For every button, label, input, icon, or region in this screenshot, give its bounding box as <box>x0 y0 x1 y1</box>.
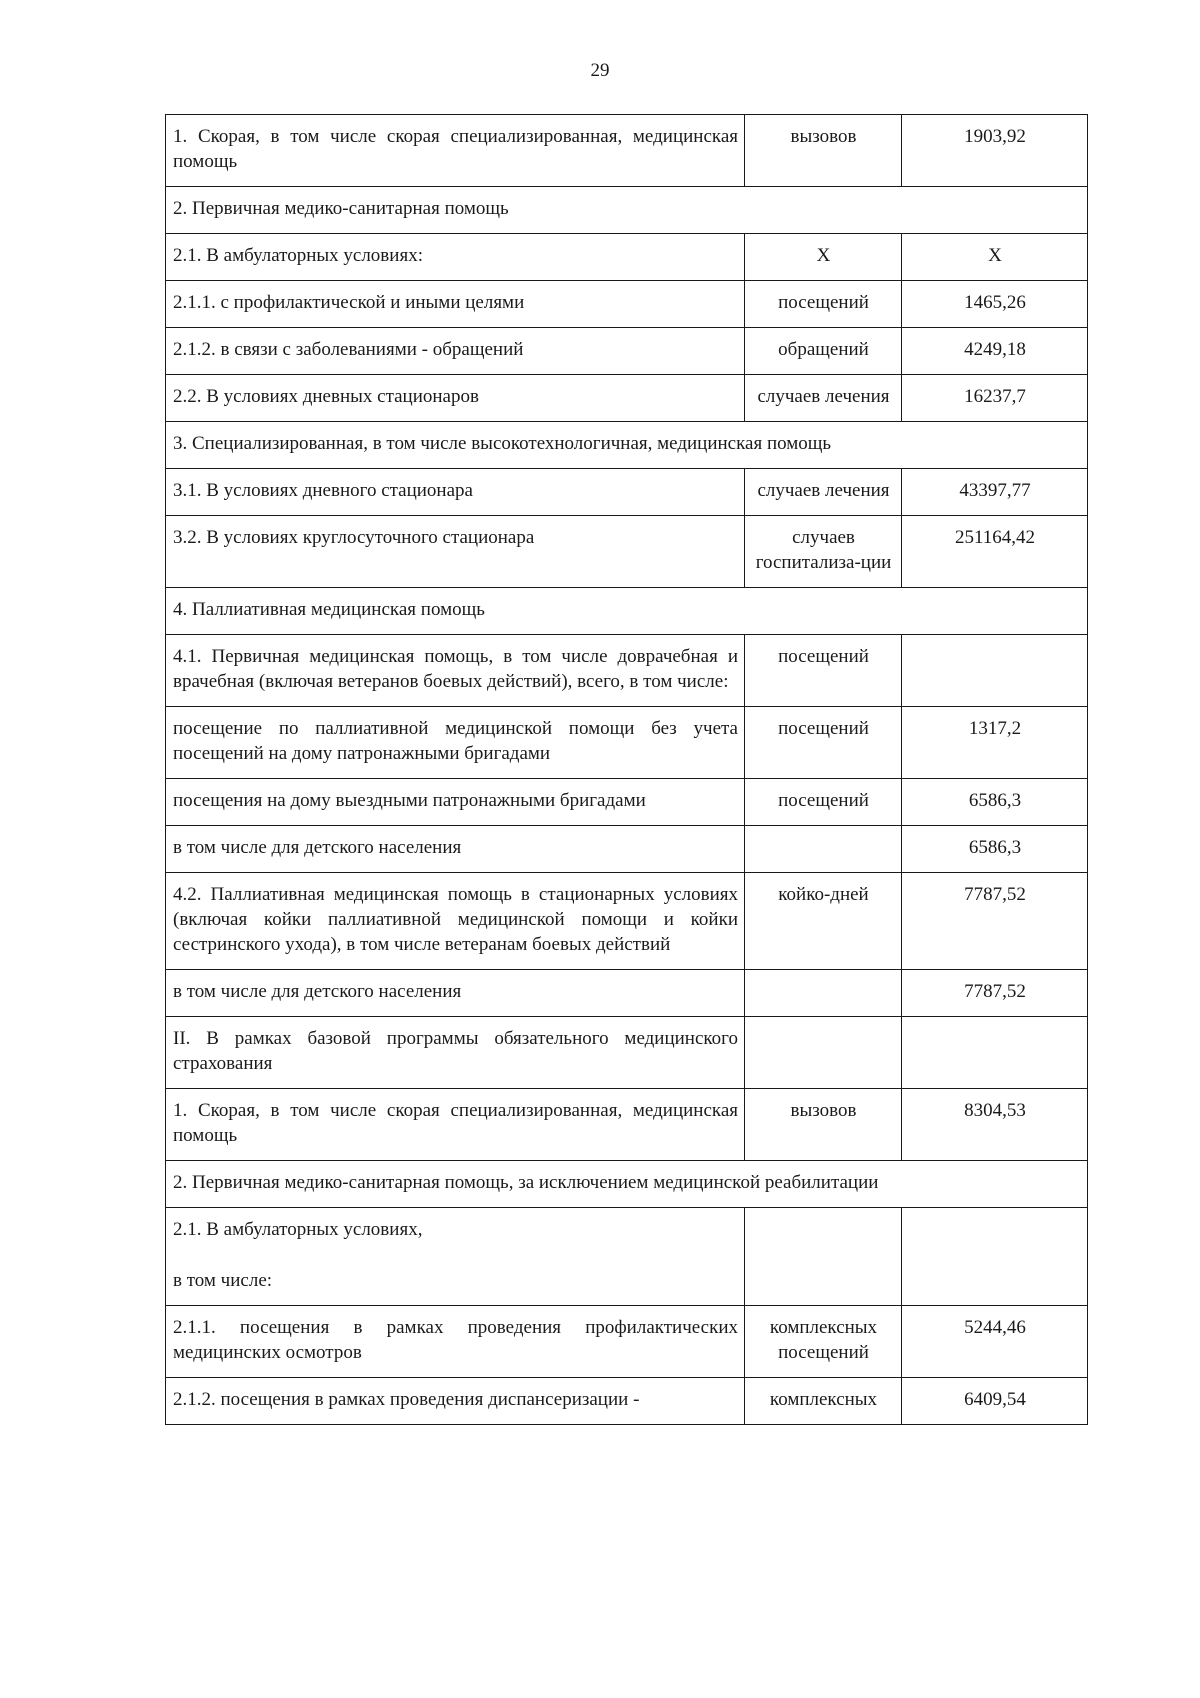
row-unit <box>745 970 902 1017</box>
row-description: 2.2. В условиях дневных стационаров <box>166 375 745 422</box>
row-description: 2.1.2. посещения в рамках проведения диспансеризации - <box>166 1378 745 1425</box>
row-description: 2.1.1. с профилактической и иными целями <box>166 281 745 328</box>
table-row <box>166 1306 1088 1378</box>
row-description: 4.2. Паллиативная медицинская помощь в стационарных условиях (включая койки паллиативной медицинской помощи и койки сестринского ухода), в том числе ветеранам боевых действий <box>166 873 745 970</box>
row-unit: посещений <box>745 635 902 707</box>
row-value <box>902 1208 1088 1306</box>
row-description: 2.1.1. посещения в рамках проведения профилактических медицинских осмотров <box>166 1306 745 1378</box>
section-title: 3. Специализированная, в том числе высокотехнологичная, медицинская помощь <box>166 422 1088 469</box>
row-unit: случаев госпитализа-ции <box>745 516 902 588</box>
row-value: 5244,46 <box>902 1306 1088 1378</box>
row-value: 16237,7 <box>902 375 1088 422</box>
row-unit: комплексных <box>745 1378 902 1425</box>
row-unit <box>745 1017 902 1089</box>
row-description-line: в том числе: <box>173 1270 273 1291</box>
row-value: 1465,26 <box>902 281 1088 328</box>
table-row <box>166 234 1088 281</box>
row-unit: посещений <box>745 281 902 328</box>
row-value: 7787,52 <box>902 970 1088 1017</box>
table-row <box>166 635 1088 707</box>
row-description: 3.2. В условиях круглосуточного стационара <box>166 516 745 588</box>
row-description: в том числе для детского населения <box>166 826 745 873</box>
row-unit: вызовов <box>745 1089 902 1161</box>
row-description: в том числе для детского населения <box>166 970 745 1017</box>
row-unit: посещений <box>745 707 902 779</box>
section-title: 2. Первичная медико-санитарная помощь <box>166 187 1088 234</box>
row-description: 2.1. В амбулаторных условиях: <box>166 234 745 281</box>
table-row <box>166 1017 1088 1089</box>
row-description: 1. Скорая, в том числе скорая специализированная, медицинская помощь <box>166 1089 745 1161</box>
row-value: 251164,42 <box>902 516 1088 588</box>
table-row <box>166 1208 1088 1306</box>
row-unit <box>745 826 902 873</box>
row-value: 1317,2 <box>902 707 1088 779</box>
section-row <box>166 1161 1088 1208</box>
row-value: 6586,3 <box>902 826 1088 873</box>
row-value: 7787,52 <box>902 873 1088 970</box>
row-description: 1. Скорая, в том числе скорая специализированная, медицинская помощь <box>166 115 745 187</box>
row-description: 2.1.2. в связи с заболеваниями - обращений <box>166 328 745 375</box>
table-row <box>166 970 1088 1017</box>
section-title: 4. Паллиативная медицинская помощь <box>166 588 1088 635</box>
row-description: посещения на дому выездными патронажными бригадами <box>166 779 745 826</box>
row-unit <box>745 1208 902 1306</box>
row-value: 43397,77 <box>902 469 1088 516</box>
row-description-line: 2.1. В амбулаторных условиях, <box>173 1219 423 1240</box>
section-title: 2. Первичная медико-санитарная помощь, за исключением медицинской реабилитации <box>166 1161 1088 1208</box>
section-row <box>166 422 1088 469</box>
row-description: посещение по паллиативной медицинской помощи без учета посещений на дому патронажными бригадами <box>166 707 745 779</box>
row-description: 4.1. Первичная медицинская помощь, в том числе доврачебная и врачебная (включая ветеранов боевых действий), всего, в том числе: <box>166 635 745 707</box>
table-row <box>166 779 1088 826</box>
table-row <box>166 469 1088 516</box>
table-row <box>166 375 1088 422</box>
table-row <box>166 1089 1088 1161</box>
row-value: 6586,3 <box>902 779 1088 826</box>
row-value: 6409,54 <box>902 1378 1088 1425</box>
row-unit: посещений <box>745 779 902 826</box>
section-row <box>166 588 1088 635</box>
table-row <box>166 1378 1088 1425</box>
row-unit: X <box>745 234 902 281</box>
table-row <box>166 826 1088 873</box>
table-row <box>166 115 1088 187</box>
row-value: X <box>902 234 1088 281</box>
row-value: 8304,53 <box>902 1089 1088 1161</box>
page-number: 29 <box>590 60 610 81</box>
row-description: 3.1. В условиях дневного стационара <box>166 469 745 516</box>
row-description: II. В рамках базовой программы обязательного медицинского страхования <box>166 1017 745 1089</box>
row-unit: случаев лечения <box>745 375 902 422</box>
services-volume-table <box>165 114 1088 1425</box>
table-row <box>166 516 1088 588</box>
row-unit: вызовов <box>745 115 902 187</box>
table-row <box>166 707 1088 779</box>
row-value <box>902 1017 1088 1089</box>
row-unit: случаев лечения <box>745 469 902 516</box>
row-unit: комплексных посещений <box>745 1306 902 1378</box>
row-value <box>902 635 1088 707</box>
row-unit: койко-дней <box>745 873 902 970</box>
row-value: 1903,92 <box>902 115 1088 187</box>
row-value: 4249,18 <box>902 328 1088 375</box>
row-description <box>166 1208 745 1306</box>
row-unit: обращений <box>745 328 902 375</box>
table-row <box>166 281 1088 328</box>
table-row <box>166 873 1088 970</box>
section-row <box>166 187 1088 234</box>
table-row <box>166 328 1088 375</box>
